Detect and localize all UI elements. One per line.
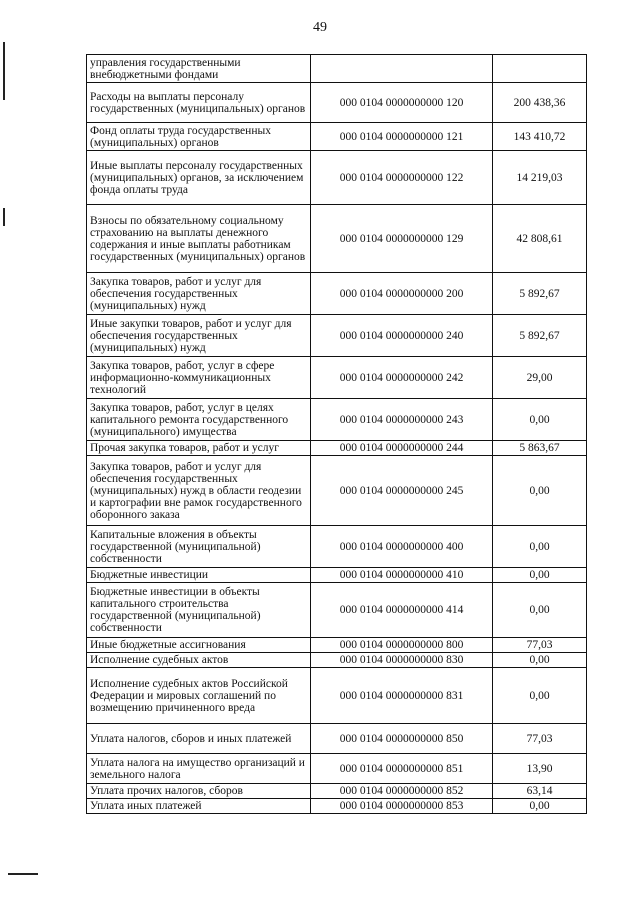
budget-code: 000 0104 0000000000 240 xyxy=(311,315,493,357)
table-row xyxy=(87,456,587,526)
amount: 77,03 xyxy=(493,724,587,754)
amount: 143 410,72 xyxy=(493,123,587,151)
expense-name: Прочая закупка товаров, работ и услуг xyxy=(87,441,311,456)
table-row xyxy=(87,583,587,638)
expense-name: Иные выплаты персоналу государственных (муниципальных) органов, за исключением фонда оплаты труда xyxy=(87,151,311,205)
amount: 0,00 xyxy=(493,399,587,441)
budget-code: 000 0104 0000000000 121 xyxy=(311,123,493,151)
amount: 0,00 xyxy=(493,668,587,724)
table-row xyxy=(87,205,587,273)
amount: 5 892,67 xyxy=(493,273,587,315)
amount: 0,00 xyxy=(493,583,587,638)
amount: 0,00 xyxy=(493,653,587,668)
expense-name: Уплата иных платежей xyxy=(87,799,311,814)
budget-code: 000 0104 0000000000 850 xyxy=(311,724,493,754)
budget-code: 000 0104 0000000000 244 xyxy=(311,441,493,456)
page-number: 49 xyxy=(313,20,327,35)
amount: 200 438,36 xyxy=(493,83,587,123)
amount: 13,90 xyxy=(493,754,587,784)
table-row xyxy=(87,754,587,784)
budget-code: 000 0104 0000000000 122 xyxy=(311,151,493,205)
table-row xyxy=(87,83,587,123)
table-row xyxy=(87,315,587,357)
expense-name: Закупка товаров, работ и услуг для обеспечения государственных (муниципальных) нужд xyxy=(87,273,311,315)
table-row xyxy=(87,123,587,151)
expense-name: Иные закупки товаров, работ и услуг для обеспечения государственных (муниципальных) нужд xyxy=(87,315,311,357)
scan-edge-mark xyxy=(8,873,38,875)
budget-code: 000 0104 0000000000 851 xyxy=(311,754,493,784)
expense-name: Закупка товаров, работ и услуг для обеспечения государственных (муниципальных) нужд в области геодезии и картографии вне рамок государственного оборонного заказа xyxy=(87,456,311,526)
budget-code: 000 0104 0000000000 400 xyxy=(311,526,493,568)
expense-name: Исполнение судебных актов xyxy=(87,653,311,668)
budget-code: 000 0104 0000000000 830 xyxy=(311,653,493,668)
amount: 0,00 xyxy=(493,526,587,568)
budget-expenditure-table xyxy=(86,54,587,814)
budget-code: 000 0104 0000000000 245 xyxy=(311,456,493,526)
table-row xyxy=(87,784,587,799)
expense-name: Фонд оплаты труда государственных (муниципальных) органов xyxy=(87,123,311,151)
table-row xyxy=(87,399,587,441)
expense-name: Капитальные вложения в объекты государственной (муниципальной) собственности xyxy=(87,526,311,568)
table-row xyxy=(87,273,587,315)
expense-name: Уплата налога на имущество организаций и земельного налога xyxy=(87,754,311,784)
expense-name: Взносы по обязательному социальному страхованию на выплаты денежного содержания и иные выплаты работникам государственных (муниципальных) органов xyxy=(87,205,311,273)
amount: 0,00 xyxy=(493,799,587,814)
table-row xyxy=(87,724,587,754)
amount: 0,00 xyxy=(493,456,587,526)
expense-name: Закупка товаров, работ, услуг в сфере информационно-коммуникационных технологий xyxy=(87,357,311,399)
budget-code: 000 0104 0000000000 410 xyxy=(311,568,493,583)
amount: 0,00 xyxy=(493,568,587,583)
expense-name: Иные бюджетные ассигнования xyxy=(87,638,311,653)
table-row xyxy=(87,55,587,83)
budget-code: 000 0104 0000000000 853 xyxy=(311,799,493,814)
budget-code: 000 0104 0000000000 852 xyxy=(311,784,493,799)
table-row xyxy=(87,526,587,568)
amount: 77,03 xyxy=(493,638,587,653)
table-row xyxy=(87,441,587,456)
budget-code: 000 0104 0000000000 414 xyxy=(311,583,493,638)
table-row xyxy=(87,568,587,583)
budget-code: 000 0104 0000000000 129 xyxy=(311,205,493,273)
budget-code: 000 0104 0000000000 243 xyxy=(311,399,493,441)
table-row xyxy=(87,653,587,668)
expense-name: Закупка товаров, работ, услуг в целях капитального ремонта государственного (муниципального) имущества xyxy=(87,399,311,441)
amount: 29,00 xyxy=(493,357,587,399)
budget-code: 000 0104 0000000000 831 xyxy=(311,668,493,724)
amount: 63,14 xyxy=(493,784,587,799)
scan-edge-mark xyxy=(3,208,5,226)
expense-name: управления государственными внебюджетными фондами xyxy=(87,55,311,83)
budget-code: 000 0104 0000000000 800 xyxy=(311,638,493,653)
table-row xyxy=(87,151,587,205)
budget-code xyxy=(311,55,493,83)
expense-name: Исполнение судебных актов Российской Федерации и мировых соглашений по возмещению причиненного вреда xyxy=(87,668,311,724)
expense-name: Уплата налогов, сборов и иных платежей xyxy=(87,724,311,754)
table-row xyxy=(87,638,587,653)
budget-code: 000 0104 0000000000 200 xyxy=(311,273,493,315)
amount: 14 219,03 xyxy=(493,151,587,205)
table-row xyxy=(87,799,587,814)
amount: 5 892,67 xyxy=(493,315,587,357)
amount: 42 808,61 xyxy=(493,205,587,273)
amount xyxy=(493,55,587,83)
table-row xyxy=(87,357,587,399)
expense-name: Расходы на выплаты персоналу государственных (муниципальных) органов xyxy=(87,83,311,123)
scan-edge-mark xyxy=(3,42,5,100)
expense-name: Бюджетные инвестиции xyxy=(87,568,311,583)
table-row xyxy=(87,668,587,724)
budget-code: 000 0104 0000000000 120 xyxy=(311,83,493,123)
budget-code: 000 0104 0000000000 242 xyxy=(311,357,493,399)
expense-name: Бюджетные инвестиции в объекты капитального строительства государственной (муниципальной) собственности xyxy=(87,583,311,638)
expense-name: Уплата прочих налогов, сборов xyxy=(87,784,311,799)
amount: 5 863,67 xyxy=(493,441,587,456)
